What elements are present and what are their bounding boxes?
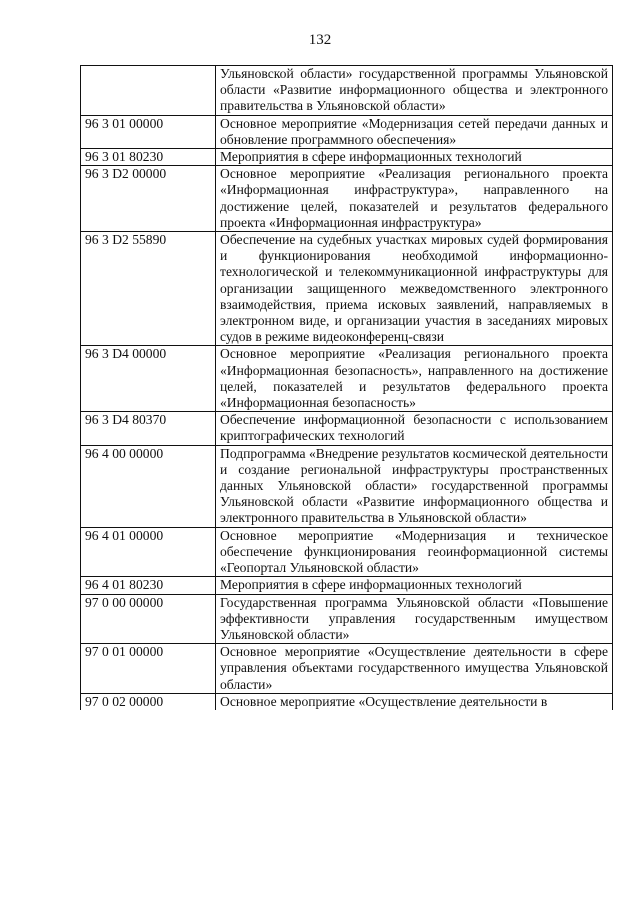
table-row <box>81 66 613 116</box>
page-number: 132 <box>308 32 332 48</box>
code-cell: 96 4 00 00000 <box>81 445 216 527</box>
description-cell: Основное мероприятие «Осуществление деятельности в <box>216 693 613 710</box>
description-cell: Основное мероприятие «Осуществление деятельности в сфере управления объектами государственного имущества Ульяновской области» <box>216 644 613 694</box>
code-cell: 96 4 01 80230 <box>81 577 216 594</box>
table-row <box>81 149 613 166</box>
code-cell: 97 0 02 00000 <box>81 693 216 710</box>
code-cell: 97 0 00 00000 <box>81 594 216 644</box>
table-row <box>81 644 613 694</box>
table-row <box>81 577 613 594</box>
code-cell: 96 3 01 00000 <box>81 115 216 148</box>
description-cell: Обеспечение информационной безопасности с использованием криптографических технологий <box>216 412 613 445</box>
description-cell: Мероприятия в сфере информационных технологий <box>216 149 613 166</box>
description-cell: Основное мероприятие «Реализация регионального проекта «Информационная безопасность», направленного на достижение целей, показателей и результатов федерального проекта «Информационная безопасность» <box>216 346 613 412</box>
code-cell: 96 3 D4 80370 <box>81 412 216 445</box>
code-cell: 96 3 01 80230 <box>81 149 216 166</box>
table-row <box>81 527 613 577</box>
description-cell: Подпрограмма «Внедрение результатов космической деятельности и создание региональной инфраструктуры пространственных данных Ульяновской области» государственной программы Ульяновской области «Развитие информационного общества и электронного правительства в Ульяновской области» <box>216 445 613 527</box>
table-row <box>81 445 613 527</box>
description-cell: Мероприятия в сфере информационных технологий <box>216 577 613 594</box>
budget-classification-table <box>80 65 613 710</box>
code-cell: 96 3 D4 00000 <box>81 346 216 412</box>
description-cell: Основное мероприятие «Реализация регионального проекта «Информационная инфраструктура», направленного на достижение целей, показателей и результатов федерального проекта «Информационная инфраструктура» <box>216 166 613 232</box>
code-cell: 97 0 01 00000 <box>81 644 216 694</box>
code-cell: 96 4 01 00000 <box>81 527 216 577</box>
table-row <box>81 693 613 710</box>
table-row <box>81 115 613 148</box>
code-cell: 96 3 D2 00000 <box>81 166 216 232</box>
description-cell: Ульяновской области» государственной программы Ульяновской области «Развитие информационного общества и электронного правительства в Ульяновской области» <box>216 66 613 116</box>
description-cell: Обеспечение на судебных участках мировых судей формирования и функционирования необходимой информационно-технологической и телекоммуникационной инфраструктуры для организации защищенного межведомственного электронного взаимодействия, приема исковых заявлений, направляемых в электронном виде, и организации участия в заседаниях мировых судов в режиме видеоконференц-связи <box>216 232 613 346</box>
table-row <box>81 346 613 412</box>
description-cell: Основное мероприятие «Модернизация и техническое обеспечение функционирования геоинформационной системы «Геопортал Ульяновской области» <box>216 527 613 577</box>
table-row <box>81 232 613 346</box>
description-cell: Основное мероприятие «Модернизация сетей передачи данных и обновление программного обеспечения» <box>216 115 613 148</box>
table-row <box>81 412 613 445</box>
table-row <box>81 166 613 232</box>
table-row <box>81 594 613 644</box>
code-cell <box>81 66 216 116</box>
code-cell: 96 3 D2 55890 <box>81 232 216 346</box>
description-cell: Государственная программа Ульяновской области «Повышение эффективности управления государственным имуществом Ульяновской области» <box>216 594 613 644</box>
